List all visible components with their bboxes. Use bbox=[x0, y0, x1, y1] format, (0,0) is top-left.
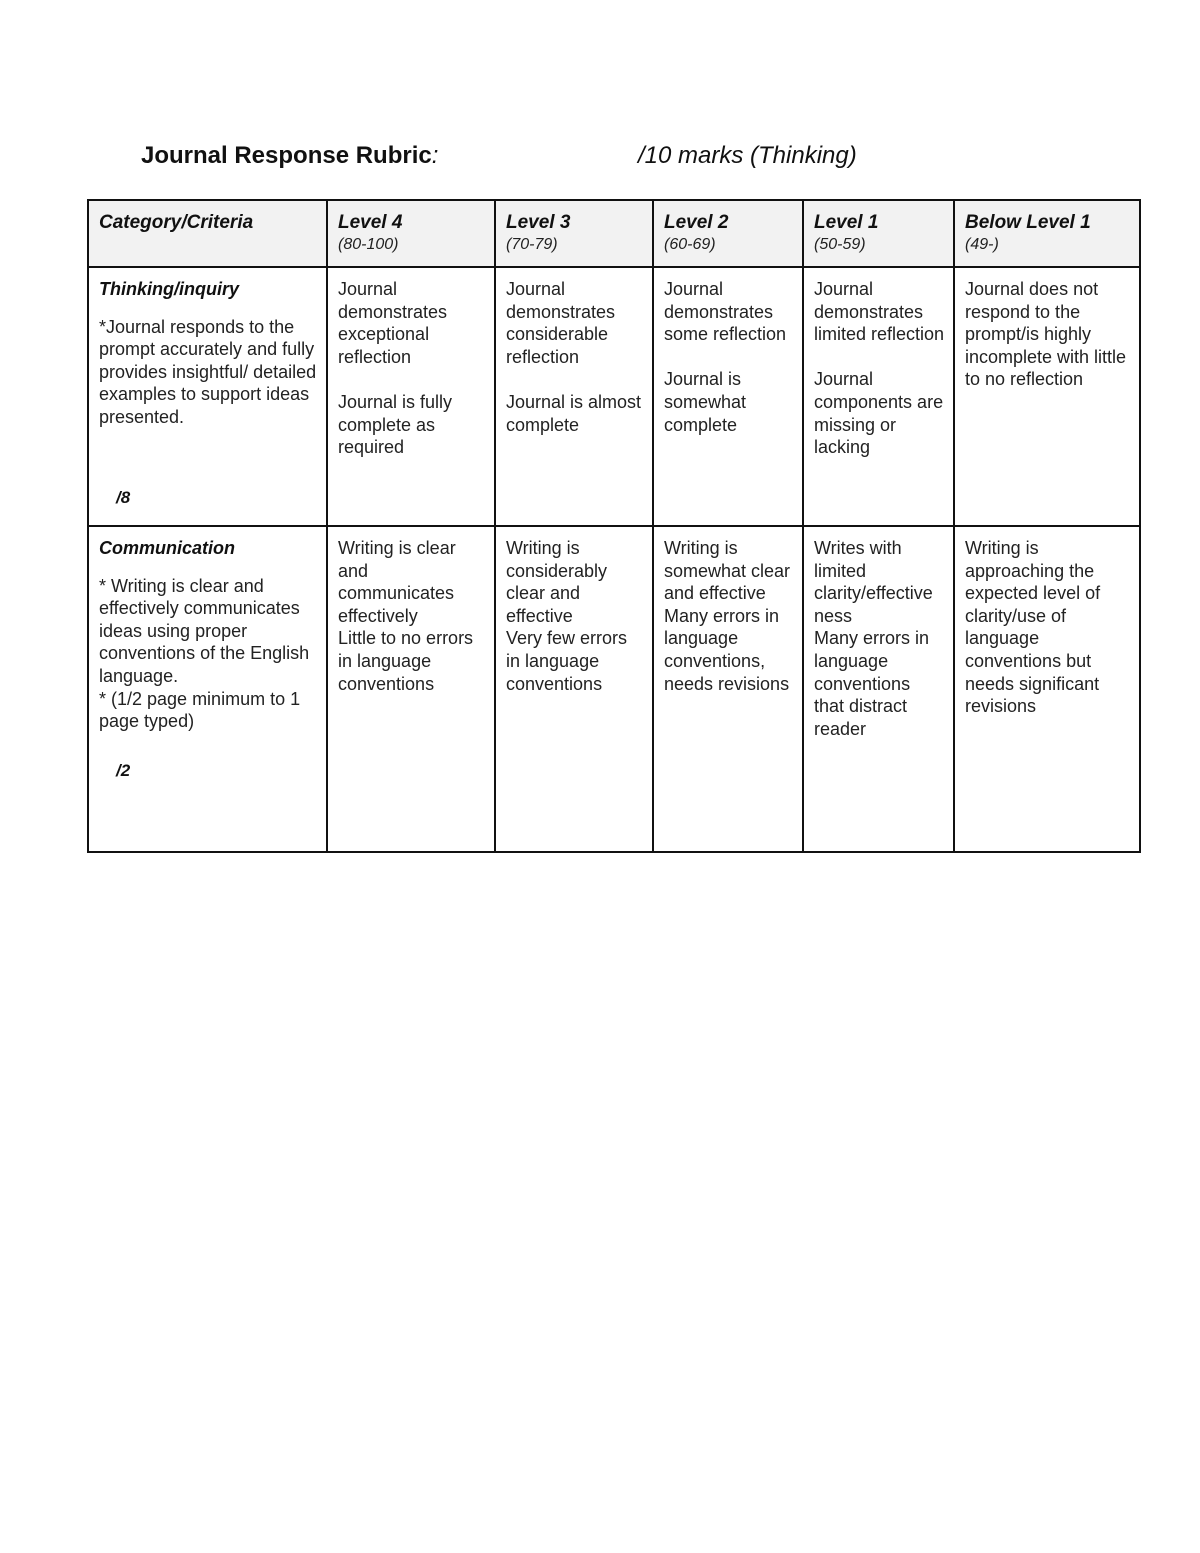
table-row-communication bbox=[88, 526, 1140, 852]
table-header-row bbox=[88, 200, 1140, 267]
header-range: (49-) bbox=[965, 236, 999, 253]
level-descriptor: Journal demonstrates exceptional reflection Journal is fully complete as required bbox=[338, 279, 453, 458]
level-descriptor: Writing is considerably clear and effective Very few errors in language conventions bbox=[506, 538, 628, 694]
level-cell bbox=[803, 267, 954, 526]
header-cell-level-2 bbox=[653, 200, 803, 267]
level-cell bbox=[954, 526, 1140, 852]
header-label: Level 3 bbox=[506, 212, 571, 233]
level-cell bbox=[803, 526, 954, 852]
level-cell bbox=[954, 267, 1140, 526]
level-descriptor: Writing is clear and communicates effectively Little to no errors in language conventions bbox=[338, 538, 474, 694]
level-cell bbox=[653, 526, 803, 852]
header-label: Level 4 bbox=[338, 212, 403, 233]
header-range: (80-100) bbox=[338, 236, 399, 253]
level-descriptor: Journal demonstrates considerable reflection Journal is almost complete bbox=[506, 279, 642, 435]
level-cell bbox=[495, 267, 653, 526]
category-description: *Journal responds to the prompt accurately and fully provides insightful/ detailed examples to support ideas presented. bbox=[99, 316, 317, 427]
category-score: /2 bbox=[116, 760, 131, 780]
title-text: Journal Response Rubric bbox=[141, 142, 432, 169]
level-descriptor: Writing is somewhat clear and effective Many errors in language conventions, needs revisions bbox=[664, 538, 791, 694]
category-cell bbox=[88, 267, 327, 526]
level-cell bbox=[495, 526, 653, 852]
header-cell-below-level-1 bbox=[954, 200, 1140, 267]
header-label: Below Level 1 bbox=[965, 212, 1091, 233]
header-cell-level-3 bbox=[495, 200, 653, 267]
level-cell bbox=[327, 526, 495, 852]
level-cell bbox=[327, 267, 495, 526]
category-cell bbox=[88, 526, 327, 852]
header-range: (50-59) bbox=[814, 236, 866, 253]
level-descriptor: Writing is approaching the expected level of clarity/use of language conventions but needs significant revisions bbox=[965, 538, 1101, 717]
header-cell-level-4 bbox=[327, 200, 495, 267]
level-cell bbox=[653, 267, 803, 526]
level-descriptor: Writes with limited clarity/effective ness Many errors in language conventions that distract reader bbox=[814, 538, 933, 739]
rubric-table bbox=[87, 199, 1141, 853]
category-score: /8 bbox=[116, 487, 131, 507]
header-label: Level 1 bbox=[814, 212, 879, 233]
category-name: Thinking/inquiry bbox=[99, 279, 239, 299]
category-name: Communication bbox=[99, 538, 236, 558]
header-label: Level 2 bbox=[664, 212, 729, 233]
category-description: * Writing is clear and effectively communicates ideas using proper conventions of the English language. * (1/2 page minimum to 1 page typed) bbox=[99, 575, 310, 732]
level-descriptor: Journal demonstrates limited reflection Journal components are missing or lacking bbox=[814, 279, 945, 458]
title-colon: : bbox=[431, 142, 439, 169]
page-title bbox=[141, 142, 438, 170]
header-label: Category/Criteria bbox=[99, 212, 254, 233]
level-descriptor: Journal does not respond to the prompt/is highly incomplete with little to no reflection bbox=[965, 279, 1127, 390]
header-cell-category bbox=[88, 200, 327, 267]
level-descriptor: Journal demonstrates some reflection Journal is somewhat complete bbox=[664, 279, 787, 435]
header-cell-level-1 bbox=[803, 200, 954, 267]
header-range: (60-69) bbox=[664, 236, 716, 253]
header-range: (70-79) bbox=[506, 236, 558, 253]
total-marks: /10 marks (Thinking) bbox=[638, 142, 857, 169]
rubric-header bbox=[141, 142, 1041, 174]
table-row-thinking bbox=[88, 267, 1140, 526]
